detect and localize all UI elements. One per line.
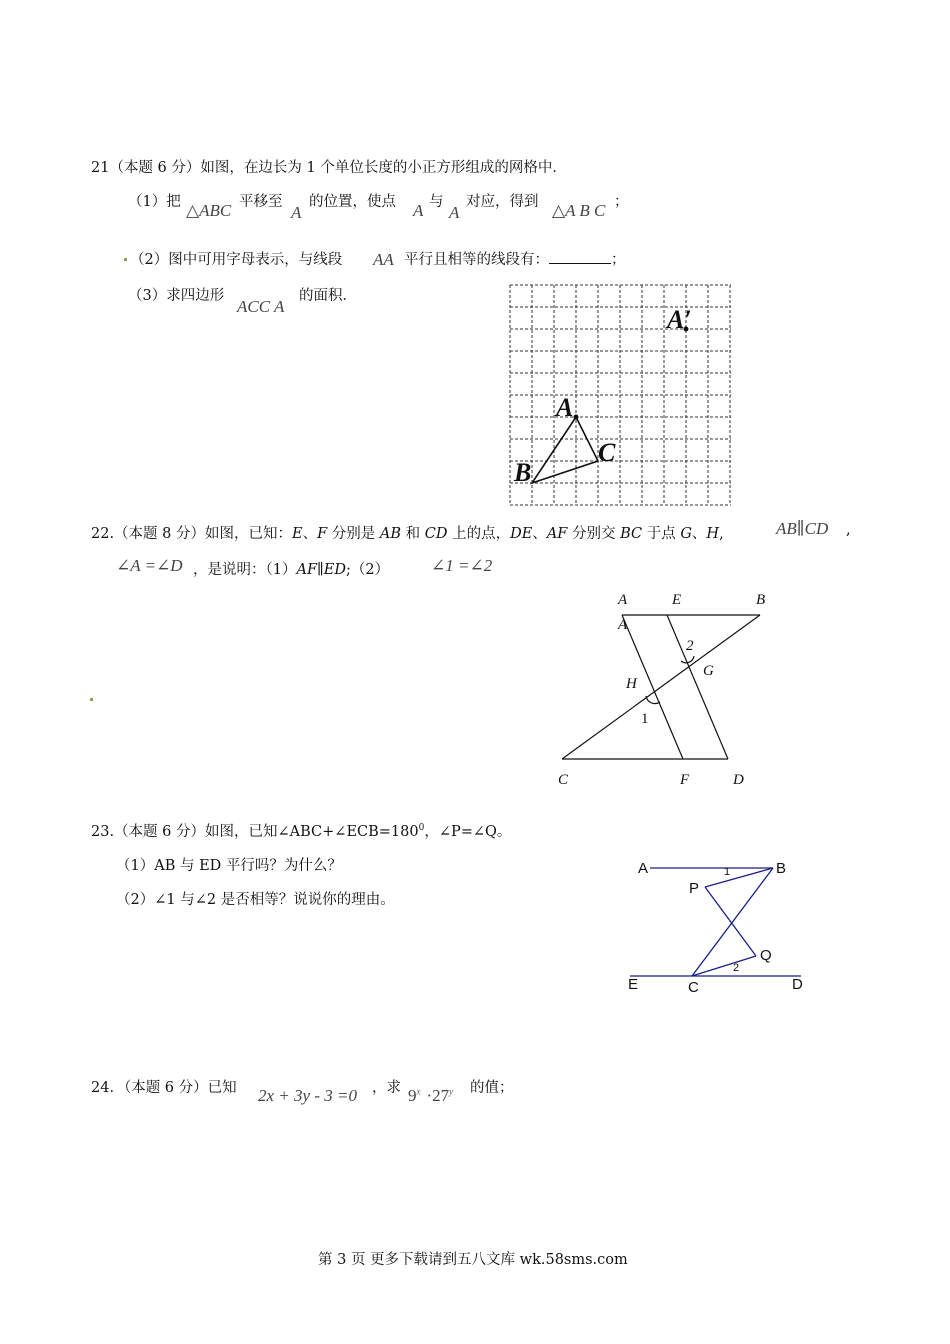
q21-part3-text-a: （3）求四边形 (128, 288, 225, 304)
q22-text: 分别是 (327, 526, 380, 542)
q22-text: ;（2） (345, 562, 390, 578)
q21-part2 (130, 248, 342, 269)
q21-part2-label: 平行且相等的线段有： (404, 252, 549, 268)
line-pq (705, 887, 756, 956)
angle-2-arc (681, 656, 694, 663)
q21-part1-end: ； (614, 194, 629, 210)
q22-label-2: 2 (686, 638, 694, 654)
q23-label-2: 2 (733, 962, 740, 974)
point-a (574, 415, 579, 420)
line-ed (667, 615, 728, 759)
q21-triangle-prime: △A B C (552, 201, 606, 220)
q22-ed: ED (323, 562, 346, 578)
q23-label-d: D (792, 976, 803, 993)
q21-part1-text-e: 对应，得到 (466, 194, 539, 210)
q21-part1-text-a: （1）把 (128, 194, 181, 210)
q22-text: 上的点， (447, 526, 511, 542)
q22-de: DE (510, 526, 533, 542)
q22-bc: BC (620, 526, 643, 542)
q22-label-1: 1 (641, 711, 649, 727)
q22-line2 (193, 558, 389, 579)
q21-part1-text-b: 平移至 (239, 194, 283, 210)
line-bp (705, 868, 773, 887)
q23-degree: 0 (418, 823, 425, 834)
q22-g: G (680, 526, 692, 542)
q22-text: 分别交 (567, 526, 621, 542)
q22-line1 (91, 522, 724, 543)
q21-part1 (128, 190, 181, 211)
q24-exp-y: y (449, 1086, 454, 1097)
triangle-abc (532, 417, 598, 483)
q21-part1-text-c: 的位置，使点 (309, 194, 396, 210)
q22-text: 和 (401, 526, 425, 542)
q21-point-a: A (413, 201, 424, 220)
q22-label-h: H (626, 676, 637, 692)
q22-parallel-symbol: ∥ (317, 562, 324, 578)
q24-base-27: ·27 (426, 1086, 450, 1105)
q22-label-d: D (733, 772, 744, 788)
q24-base-9: 9 (408, 1086, 417, 1105)
q22-angle-eq-2: ∠1 =∠2 (431, 556, 493, 575)
q21-segment-aa: AA (373, 250, 394, 269)
q22-text: 于点 (642, 526, 681, 542)
q21-title: 21（本题 6 分）如图，在边长为 1 个单位长度的小正方形组成的网格中． (91, 160, 567, 176)
q22-cd: CD (424, 526, 448, 542)
q21-part2-text-a: （2）图中可用字母表示，与线段 (130, 252, 343, 268)
q22-ab: AB (379, 526, 402, 542)
line-bc (562, 615, 760, 759)
q24-equation: 2x + 3y - 3 =0 (258, 1086, 357, 1105)
q21-part1-text-d: 与 (429, 194, 444, 210)
q22-label-c: C (558, 772, 569, 788)
q22-label-b: B (756, 592, 766, 608)
q23-line1 (91, 820, 511, 841)
q23-label-p: P (689, 880, 700, 897)
q23-part1: （1）AB 与 ED 平行吗？为什么？ (116, 858, 342, 874)
q23-text: 23.（本题 6 分）如图，已知∠ABC+∠ECB=180 (91, 824, 419, 840)
q21-point-a-prime: A (449, 203, 460, 222)
q21-triangle-abc: △ABC (186, 201, 232, 220)
q21-grid-figure (505, 282, 735, 510)
q21-answer-blank[interactable] (549, 251, 611, 264)
q22-text: 、 (691, 526, 707, 542)
q22-label-a: A (618, 592, 628, 608)
q22-label-f: F (680, 772, 690, 788)
q24-exp-x: x (416, 1086, 421, 1097)
q23-label-q: Q (760, 947, 772, 964)
decor-dot (124, 258, 127, 261)
q23-label-a: A (638, 860, 649, 877)
q22-line1-end: , (846, 522, 851, 538)
q22-figure (550, 600, 780, 780)
q21-label-b: B (514, 458, 532, 487)
q23-text: ，∠P=∠Q。 (424, 824, 512, 840)
q23-label-c: C (688, 979, 699, 996)
q21-label-c: C (598, 438, 616, 467)
q23-label-b: B (776, 860, 787, 877)
page-footer: 第 3 页 更多下载请到五八文库 wk.58sms.com (318, 1252, 628, 1268)
q22-f: F (317, 526, 328, 542)
q23-label-e: E (628, 976, 639, 993)
q22-label-a-dup: A (618, 617, 628, 633)
q21-part3-text-b: 的面积． (299, 288, 357, 304)
grid-lines (510, 285, 731, 505)
q22-label-e: E (672, 592, 682, 608)
q22-h: H (706, 526, 720, 542)
q22-label-g: G (703, 663, 714, 679)
q24-text-c: 的值； (470, 1080, 514, 1096)
line-cq (692, 956, 756, 976)
q22-parallel-ab-cd: AB∥CD (776, 519, 829, 538)
q22-text: ，是说明：（1） (193, 562, 297, 578)
q23-label-1: 1 (724, 866, 731, 878)
q22-text: 、 (532, 526, 547, 542)
q24-expression (408, 1086, 453, 1106)
q22-e: E (292, 526, 303, 542)
q23-part2: （2）∠1 与∠2 是否相等？说说你的理由。 (116, 892, 395, 908)
q22-af2: AF (296, 562, 318, 578)
q21-part2-text-b (404, 248, 626, 269)
q22-af: AF (546, 526, 568, 542)
q21-label-a-prime: A′ (667, 305, 692, 334)
q22-text: , (719, 526, 724, 542)
decor-dot (90, 698, 93, 701)
q21-part2-end: ； (611, 252, 626, 268)
q24-text-a: 24．（本题 6 分）已知 (91, 1080, 237, 1096)
q21-label-a: A (556, 393, 574, 422)
q21-quad-accprime: ACC A (237, 297, 285, 316)
q22-text: 、 (302, 526, 318, 542)
q21-point-a-target: A (291, 203, 302, 222)
q24-text-b: ，求 (372, 1080, 401, 1096)
q22-angle-eq: ∠A =∠D (116, 556, 183, 575)
q22-text: 22.（本题 8 分）如图，已知： (91, 526, 293, 542)
